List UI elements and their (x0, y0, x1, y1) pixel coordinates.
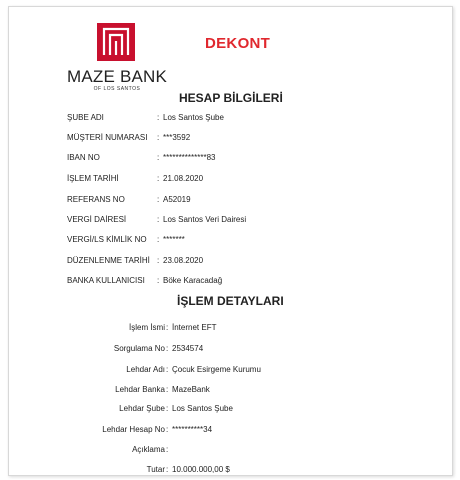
field-label: VERGİ/LS KİMLİK NO (67, 235, 147, 244)
field-label: BANKA KULLANICISI (67, 276, 145, 285)
field-value: 23.08.2020 (163, 256, 204, 265)
field-separator: : (157, 215, 160, 224)
field-label: ŞUBE ADI (67, 113, 104, 122)
maze-logo-icon (97, 23, 135, 61)
field-label: Lehdar Hesap No (102, 425, 165, 434)
account-info-row (67, 195, 427, 207)
field-value: Çocuk Esirgeme Kurumu (172, 365, 261, 374)
field-separator: : (157, 256, 160, 265)
field-separator: : (166, 323, 169, 332)
field-separator: : (166, 465, 169, 474)
transaction-row (49, 385, 409, 397)
transaction-row (49, 365, 409, 377)
account-info-title: HESAP BİLGİLERİ (179, 91, 283, 105)
bank-subtitle: OF LOS SANTOS (93, 86, 141, 92)
field-separator: : (166, 385, 169, 394)
transaction-row (49, 404, 409, 416)
field-value: A52019 (163, 195, 191, 204)
field-separator: : (157, 153, 160, 162)
field-value: 21.08.2020 (163, 174, 204, 183)
field-separator: : (157, 174, 160, 183)
field-label: İŞLEM TARİHİ (67, 174, 119, 183)
field-separator: : (166, 445, 169, 454)
transaction-row (49, 465, 409, 477)
field-separator: : (157, 276, 160, 285)
field-separator: : (157, 113, 160, 122)
account-info-row (67, 174, 427, 186)
field-value: Los Santos Veri Dairesi (163, 215, 247, 224)
transaction-row (49, 323, 409, 335)
field-value: Los Santos Şube (163, 113, 224, 122)
account-info-row (67, 235, 427, 247)
field-value: 10.000.000,00 $ (172, 465, 230, 474)
field-value: MazeBank (172, 385, 210, 394)
account-info-row (67, 133, 427, 145)
field-label: IBAN NO (67, 153, 100, 162)
field-value: ******* (163, 235, 185, 244)
field-value: Böke Karacadağ (163, 276, 223, 285)
field-separator: : (157, 235, 160, 244)
field-label: Lehdar Şube (119, 404, 165, 413)
field-label: Lehdar Adı (126, 365, 165, 374)
transaction-row (49, 445, 409, 457)
transaction-row (49, 344, 409, 356)
field-value: 2534574 (172, 344, 204, 353)
field-label: Sorgulama No (113, 344, 165, 353)
field-value: ***3592 (163, 133, 191, 142)
field-value: **************83 (163, 153, 216, 162)
account-info-row (67, 215, 427, 227)
field-label: Tutar (146, 465, 165, 474)
receipt-page (8, 6, 453, 476)
account-info-row (67, 153, 427, 165)
field-label: Lehdar Banka (115, 385, 165, 394)
account-info-row (67, 256, 427, 268)
field-label: REFERANS NO (67, 195, 125, 204)
field-separator: : (166, 425, 169, 434)
account-info-row (67, 276, 427, 288)
field-label: DÜZENLENME TARİHİ (67, 256, 150, 265)
field-separator: : (166, 365, 169, 374)
bank-name: MAZE BANK (67, 67, 168, 86)
field-value: İnternet EFT (172, 323, 217, 332)
field-label: İşlem İsmi (129, 323, 165, 332)
field-separator: : (157, 133, 160, 142)
transaction-row (49, 425, 409, 437)
field-value: **********34 (172, 425, 213, 434)
field-label: Açıklama (132, 445, 165, 454)
account-info-row (67, 113, 427, 125)
field-separator: : (166, 404, 169, 413)
transaction-details-title: İŞLEM DETAYLARI (177, 294, 284, 308)
document-title: DEKONT (205, 35, 271, 52)
field-separator: : (157, 195, 160, 204)
field-label: MÜŞTERİ NUMARASI (67, 133, 148, 142)
field-value: Los Santos Şube (172, 404, 233, 413)
field-separator: : (166, 344, 169, 353)
field-label: VERGİ DAİRESİ (67, 215, 127, 224)
